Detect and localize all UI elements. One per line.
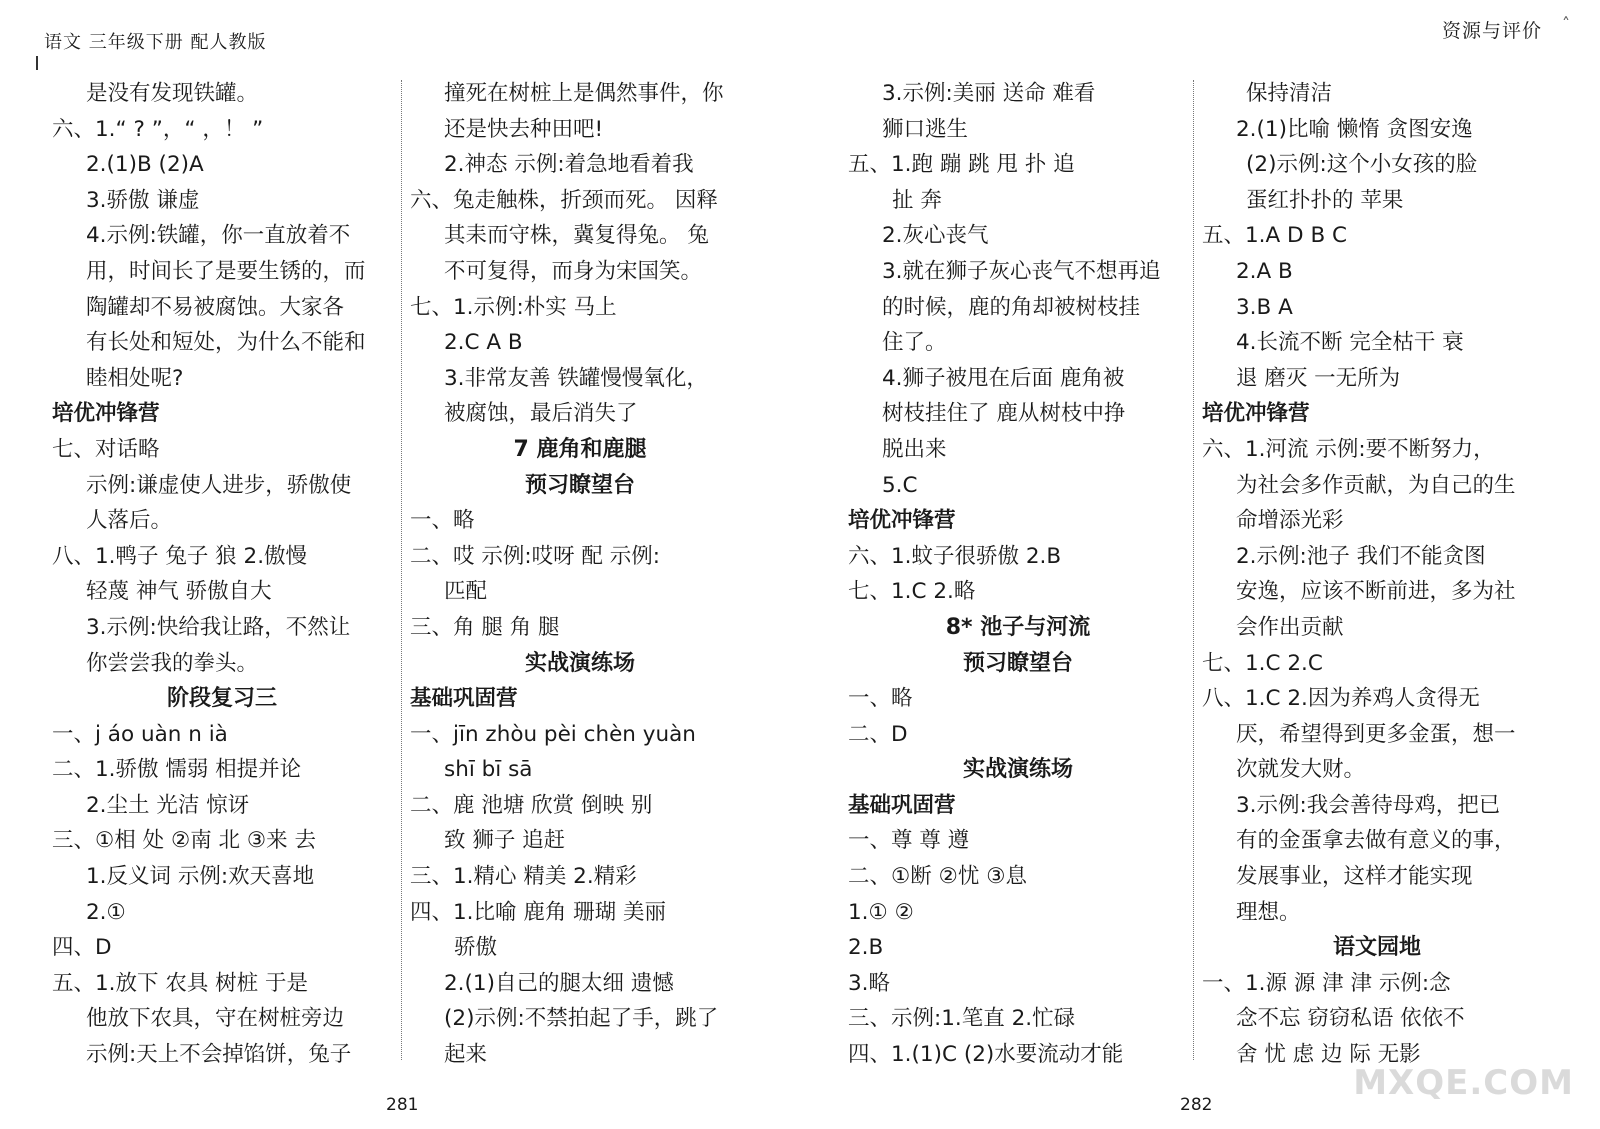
answer-line: 他放下农具，守在树桩旁边 bbox=[86, 1006, 345, 1032]
left-column-1 bbox=[52, 76, 392, 1073]
answer-line: 舍 忧 虑 边 际 无影 bbox=[1236, 1042, 1421, 1068]
left-column-2 bbox=[410, 76, 750, 1073]
answer-line: 三、①相 处 ②南 北 ③来 去 bbox=[52, 828, 316, 854]
answer-line: 六、1.河流 示例:要不断努力， bbox=[1202, 436, 1495, 462]
answer-line: 退 磨灭 一无所为 bbox=[1236, 365, 1401, 391]
answer-line: 二、①断 ②忧 ③息 bbox=[848, 864, 1027, 890]
section-heading: 培优冲锋营 bbox=[848, 508, 956, 534]
answer-line: 有长处和短处，为什么不能和 bbox=[86, 330, 366, 356]
answer-line: 2.尘土 光洁 惊讶 bbox=[86, 792, 250, 818]
answer-line: shī bī sā bbox=[444, 757, 533, 783]
answer-line: 扯 奔 bbox=[892, 187, 942, 213]
answer-line: 八、1.鸭子 兔子 狼 2.傲慢 bbox=[52, 543, 308, 569]
answer-line: 4.长流不断 完全枯干 衰 bbox=[1236, 330, 1464, 356]
answer-line: 七、对话略 bbox=[52, 436, 160, 462]
section-title: 阶段复习三 bbox=[166, 686, 277, 712]
section-title: 预习瞭望台 bbox=[962, 650, 1073, 676]
answer-line: 骄傲 bbox=[454, 935, 498, 961]
answer-line: 会作出贡献 bbox=[1236, 614, 1344, 640]
answer-line: 4.示例:铁罐，你一直放着不 bbox=[86, 223, 351, 249]
answer-line: 不可复得，而身为宋国笑。 bbox=[444, 258, 703, 284]
answer-line: 撞死在树桩上是偶然事件，你 bbox=[444, 81, 724, 106]
answer-line: 轻蔑 神气 骄傲自大 bbox=[86, 579, 272, 605]
section-title: 实战演练场 bbox=[524, 650, 635, 676]
answer-line: 你尝尝我的拳头。 bbox=[86, 650, 259, 676]
answer-line: 2.灰心丧气 bbox=[882, 223, 989, 249]
answer-line: 七、1.C 2.略 bbox=[848, 579, 976, 605]
answer-line: 人落后。 bbox=[86, 508, 173, 534]
answer-line: 3.略 bbox=[848, 970, 891, 996]
answer-line: 2.C A B bbox=[444, 330, 523, 356]
answer-line: 1.反义词 示例:欢天喜地 bbox=[86, 864, 315, 890]
answer-line: 是没有发现铁罐。 bbox=[86, 81, 259, 106]
left-page-number: 281 bbox=[386, 1095, 419, 1115]
right-column-2 bbox=[1202, 76, 1552, 1073]
right-page bbox=[800, 0, 1600, 1129]
answer-line: 3.示例:快给我让路，不然让 bbox=[86, 614, 351, 640]
right-page-number: 282 bbox=[1180, 1095, 1213, 1115]
section-title: 预习瞭望台 bbox=[524, 472, 635, 498]
answer-line: 睦相处呢? bbox=[86, 365, 184, 391]
answer-line: 3.B A bbox=[1236, 294, 1293, 320]
answer-line: 八、1.C 2.因为养鸡人贪得无 bbox=[1202, 686, 1480, 712]
answer-line: 3.就在狮子灰心丧气不想再追 bbox=[882, 258, 1161, 284]
answer-line: 还是快去种田吧! bbox=[444, 116, 604, 142]
section-title: 8* 池子与河流 bbox=[945, 614, 1091, 640]
answer-line: 2.(1)B (2)A bbox=[86, 152, 204, 178]
answer-line: 一、j áo uàn n ià bbox=[52, 721, 228, 747]
answer-line: 四、D bbox=[52, 935, 112, 961]
answer-line: 二、D bbox=[848, 721, 908, 747]
section-heading: 基础巩固营 bbox=[410, 686, 518, 712]
section-title: 实战演练场 bbox=[962, 757, 1073, 783]
answer-line: 有的金蛋拿去做有意义的事， bbox=[1236, 828, 1516, 854]
answer-line: 3.非常友善 铁罐慢慢氧化， bbox=[444, 365, 708, 391]
answer-line: 陶罐却不易被腐蚀。大家各 bbox=[86, 294, 345, 320]
answer-line: 狮口逃生 bbox=[882, 116, 969, 142]
watermark-logo: MXQE.COM bbox=[1353, 1063, 1574, 1103]
answer-line: 2.(1)比喻 懒惰 贪图安逸 bbox=[1236, 116, 1473, 142]
answer-line: 五、1.放下 农具 树桩 于是 bbox=[52, 970, 309, 996]
answer-line: 五、1.跑 蹦 跳 甩 扑 追 bbox=[848, 152, 1075, 178]
answer-line: 七、1.示例:朴实 马上 bbox=[410, 294, 617, 320]
answer-line: 蛋红扑扑的 苹果 bbox=[1246, 187, 1404, 213]
answer-line: 被腐蚀，最后消失了 bbox=[444, 401, 638, 427]
answer-line: 其耒而守株，冀复得兔。 兔 bbox=[444, 223, 709, 249]
answer-line: 3.示例:美丽 送命 难看 bbox=[882, 81, 1096, 106]
answer-line: 六、兔走触株，折颈而死。 因释 bbox=[410, 187, 718, 213]
answer-line: 七、1.C 2.C bbox=[1202, 650, 1323, 676]
answer-line: 保持清洁 bbox=[1246, 81, 1333, 106]
answer-line: 一、1.源 源 津 津 示例:念 bbox=[1202, 970, 1451, 996]
answer-line: 4.狮子被甩在后面 鹿角被 bbox=[882, 365, 1125, 391]
answer-line: 1.① ② bbox=[848, 899, 914, 925]
answer-line: 二、哎 示例:哎呀 配 示例: bbox=[410, 543, 660, 569]
right-page-header: 资源与评价 bbox=[1441, 20, 1542, 42]
answer-line: 2.(1)自己的腿太细 遗憾 bbox=[444, 970, 674, 996]
answer-line: 2.示例:池子 我们不能贪图 bbox=[1236, 543, 1486, 569]
answer-line: 一、尊 尊 遵 bbox=[848, 828, 970, 854]
answer-line: 的时候，鹿的角却被树枝挂 bbox=[882, 294, 1141, 320]
answer-line: 2.B bbox=[848, 935, 884, 961]
answer-line: 3.示例:我会善待母鸡，把已 bbox=[1236, 792, 1501, 818]
answer-line: (2)示例:不禁拍起了手，跳了 bbox=[444, 1006, 719, 1032]
answer-line: 住了。 bbox=[882, 330, 947, 356]
answer-line: 五、1.A D B C bbox=[1202, 223, 1348, 249]
answer-line: 三、示例:1.笔直 2.忙碌 bbox=[848, 1006, 1076, 1032]
answer-line: 起来 bbox=[444, 1042, 488, 1068]
answer-line: 匹配 bbox=[444, 579, 488, 605]
answer-line: 一、略 bbox=[848, 686, 913, 712]
answer-line: 六、1.“ ? ”，“ ，！ ” bbox=[52, 116, 264, 142]
answer-line: 示例:天上不会掉馅饼，兔子 bbox=[86, 1042, 352, 1068]
column-divider bbox=[1193, 80, 1194, 1060]
header-arrow-icon: ˄ bbox=[1562, 14, 1570, 33]
answer-line: 脱出来 bbox=[882, 436, 947, 462]
answer-line: 5.C bbox=[882, 472, 918, 498]
answer-line: 示例:谦虚使人进步，骄傲使 bbox=[86, 472, 352, 498]
answer-line: 四、1.比喻 鹿角 珊瑚 美丽 bbox=[410, 899, 667, 925]
answer-line: 厌，希望得到更多金蛋，想一 bbox=[1236, 721, 1516, 747]
answer-line: 树枝挂住了 鹿从树枝中挣 bbox=[882, 401, 1126, 427]
section-heading: 培优冲锋营 bbox=[1202, 401, 1310, 427]
answer-line: 2.A B bbox=[1236, 258, 1293, 284]
answer-line: 三、角 腿 角 腿 bbox=[410, 614, 560, 640]
section-heading: 培优冲锋营 bbox=[52, 401, 160, 427]
answer-line: 念不忘 窃窃私语 依依不 bbox=[1236, 1006, 1465, 1032]
section-title: 7 鹿角和鹿腿 bbox=[513, 436, 647, 462]
answer-line: 三、1.精心 精美 2.精彩 bbox=[410, 864, 637, 890]
answer-line: 3.骄傲 谦虚 bbox=[86, 187, 200, 213]
answer-line: 为社会多作贡献，为自己的生 bbox=[1236, 472, 1516, 498]
answer-line: 一、略 bbox=[410, 508, 475, 534]
answer-line: 次就发大财。 bbox=[1236, 757, 1366, 783]
answer-line: (2)示例:这个小女孩的脸 bbox=[1246, 152, 1478, 178]
answer-line: 2.① bbox=[86, 899, 126, 925]
answer-line: 一、jīn zhòu pèi chèn yuàn bbox=[410, 721, 696, 747]
section-title: 语文园地 bbox=[1332, 935, 1421, 961]
left-page-header: 语文 三年级下册 配人教版 bbox=[44, 28, 266, 54]
right-column-1 bbox=[848, 76, 1188, 1073]
answer-line: 发展事业，这样才能实现 bbox=[1236, 864, 1473, 890]
answer-line: 用，时间长了是要生锈的，而 bbox=[86, 258, 366, 284]
answer-line: 命增添光彩 bbox=[1236, 508, 1344, 534]
answer-line: 安逸，应该不断前进，多为社 bbox=[1236, 579, 1516, 605]
section-heading: 基础巩固营 bbox=[848, 792, 956, 818]
answer-line: 二、1.骄傲 懦弱 相提并论 bbox=[52, 757, 302, 783]
answer-line: 2.神态 示例:着急地看着我 bbox=[444, 152, 694, 178]
answer-line: 理想。 bbox=[1236, 899, 1301, 925]
answer-line: 四、1.(1)C (2)水要流动才能 bbox=[848, 1042, 1124, 1068]
column-divider bbox=[401, 80, 402, 1060]
answer-line: 六、1.蚊子很骄傲 2.B bbox=[848, 543, 1062, 569]
answer-line: 二、鹿 池塘 欣赏 倒映 别 bbox=[410, 792, 653, 818]
answer-line: 致 狮子 追赶 bbox=[444, 828, 566, 854]
